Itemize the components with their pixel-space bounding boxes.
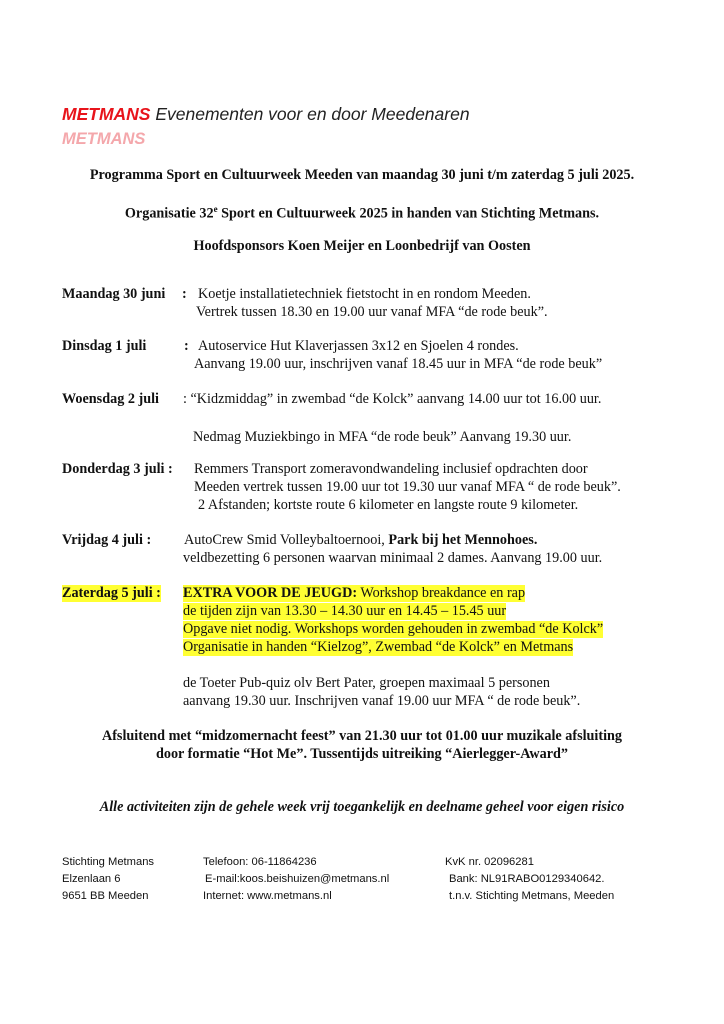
footer-address: Stichting Metmans Elzenlaan 6 9651 BB Meeden <box>62 856 155 902</box>
day-label-thursday: Donderdag 3 juli : <box>62 461 173 477</box>
organisation-heading: Organisatie 32e Sport en Cultuurweek 2025 in handen van Stichting Metmans. <box>124 204 600 222</box>
monday-line: Koetje installatietechniek fietstocht in en rondom Meeden. <box>198 286 531 302</box>
saturday-line: Opgave niet nodig. Workshops worden gehouden in zwembad “de Kolck” <box>183 621 604 637</box>
wednesday-line: Nedmag Muziekbingo in MFA “de rode beuk” Aanvang 19.30 uur. <box>193 429 572 445</box>
day-label-wednesday: Woensdag 2 juli <box>62 391 159 407</box>
saturday-line: EXTRA VOOR DE JEUGD: Workshop breakdance en rap <box>183 585 526 601</box>
day-label-monday: Maandag 30 juni <box>62 286 166 302</box>
saturday-line: de Toeter Pub-quiz olv Bert Pater, groepen maximaal 5 personen <box>183 675 550 691</box>
programme-heading: Programma Sport en Cultuurweek Meeden van maandag 30 juni t/m zaterdag 5 juli 2025. <box>89 167 635 183</box>
wednesday-line: : “Kidzmiddag” in zwembad “de Kolck” aanvang 14.00 uur tot 16.00 uur. <box>183 391 602 407</box>
saturday-line: de tijden zijn van 13.30 – 14.30 uur en 14.45 – 15.45 uur <box>183 603 507 619</box>
day-label-saturday: Zaterdag 5 juli : <box>62 585 161 601</box>
tuesday-line: Aanvang 19.00 uur, inschrijven vanaf 18.45 uur in MFA “de rode beuk” <box>194 356 603 372</box>
friday-line: veldbezetting 6 personen waarvan minimaal 2 dames. Aanvang 19.00 uur. <box>183 550 603 566</box>
colon: : <box>184 338 189 354</box>
tuesday-line: Autoservice Hut Klaverjassen 3x12 en Sjoelen 4 rondes. <box>198 338 519 354</box>
thursday-line: Remmers Transport zomeravondwandeling inclusief opdrachten door <box>194 461 588 477</box>
saturday-line: Organisatie in handen “Kielzog”, Zwembad “de Kolck” en Metmans <box>183 639 574 655</box>
brand-name: METMANS <box>62 104 151 124</box>
day-label-tuesday: Dinsdag 1 juli <box>62 338 147 354</box>
saturday-line: aanvang 19.30 uur. Inschrijven vanaf 19.00 uur MFA “ de rode beuk”. <box>183 693 581 709</box>
closing-line: Afsluitend met “midzomernacht feest” van 21.30 uur tot 01.00 uur muzikale afsluiting <box>101 728 623 744</box>
monday-line: Vertrek tussen 18.30 en 19.00 uur vanaf MFA “de rode beuk”. <box>196 304 548 320</box>
brand-name-faint: METMANS <box>62 130 146 148</box>
colon: : <box>182 286 187 302</box>
friday-line: AutoCrew Smid Volleybaltoernooi, Park bij het Mennohoes. <box>184 532 538 548</box>
thursday-line: 2 Afstanden; kortste route 6 kilometer en langste route 9 kilometer. <box>198 497 579 513</box>
footer-registration: KvK nr. 02096281 Bank: NL91RABO0129340642. t.n.v. Stichting Metmans, Meeden <box>445 856 615 902</box>
closing-line: door formatie “Hot Me”. Tussentijds uitreiking “Aierlegger-Award” <box>155 746 569 762</box>
footer-contact: Telefoon: 06-11864236 E-mail:koos.beishuizen@metmans.nl Internet: www.metmans.nl <box>203 856 390 902</box>
letterhead-title <box>62 104 470 125</box>
day-label-friday: Vrijdag 4 juli : <box>62 532 152 548</box>
brand-tagline: Evenementen voor en door Meedenaren <box>150 104 470 124</box>
disclaimer: Alle activiteiten zijn de gehele week vrij toegankelijk en deelname geheel voor eigen risico <box>99 799 625 815</box>
sponsors-heading: Hoofdsponsors Koen Meijer en Loonbedrijf van Oosten <box>193 238 531 254</box>
thursday-line: Meeden vertrek tussen 19.00 uur tot 19.30 uur vanaf MFA “ de rode beuk”. <box>194 479 621 495</box>
